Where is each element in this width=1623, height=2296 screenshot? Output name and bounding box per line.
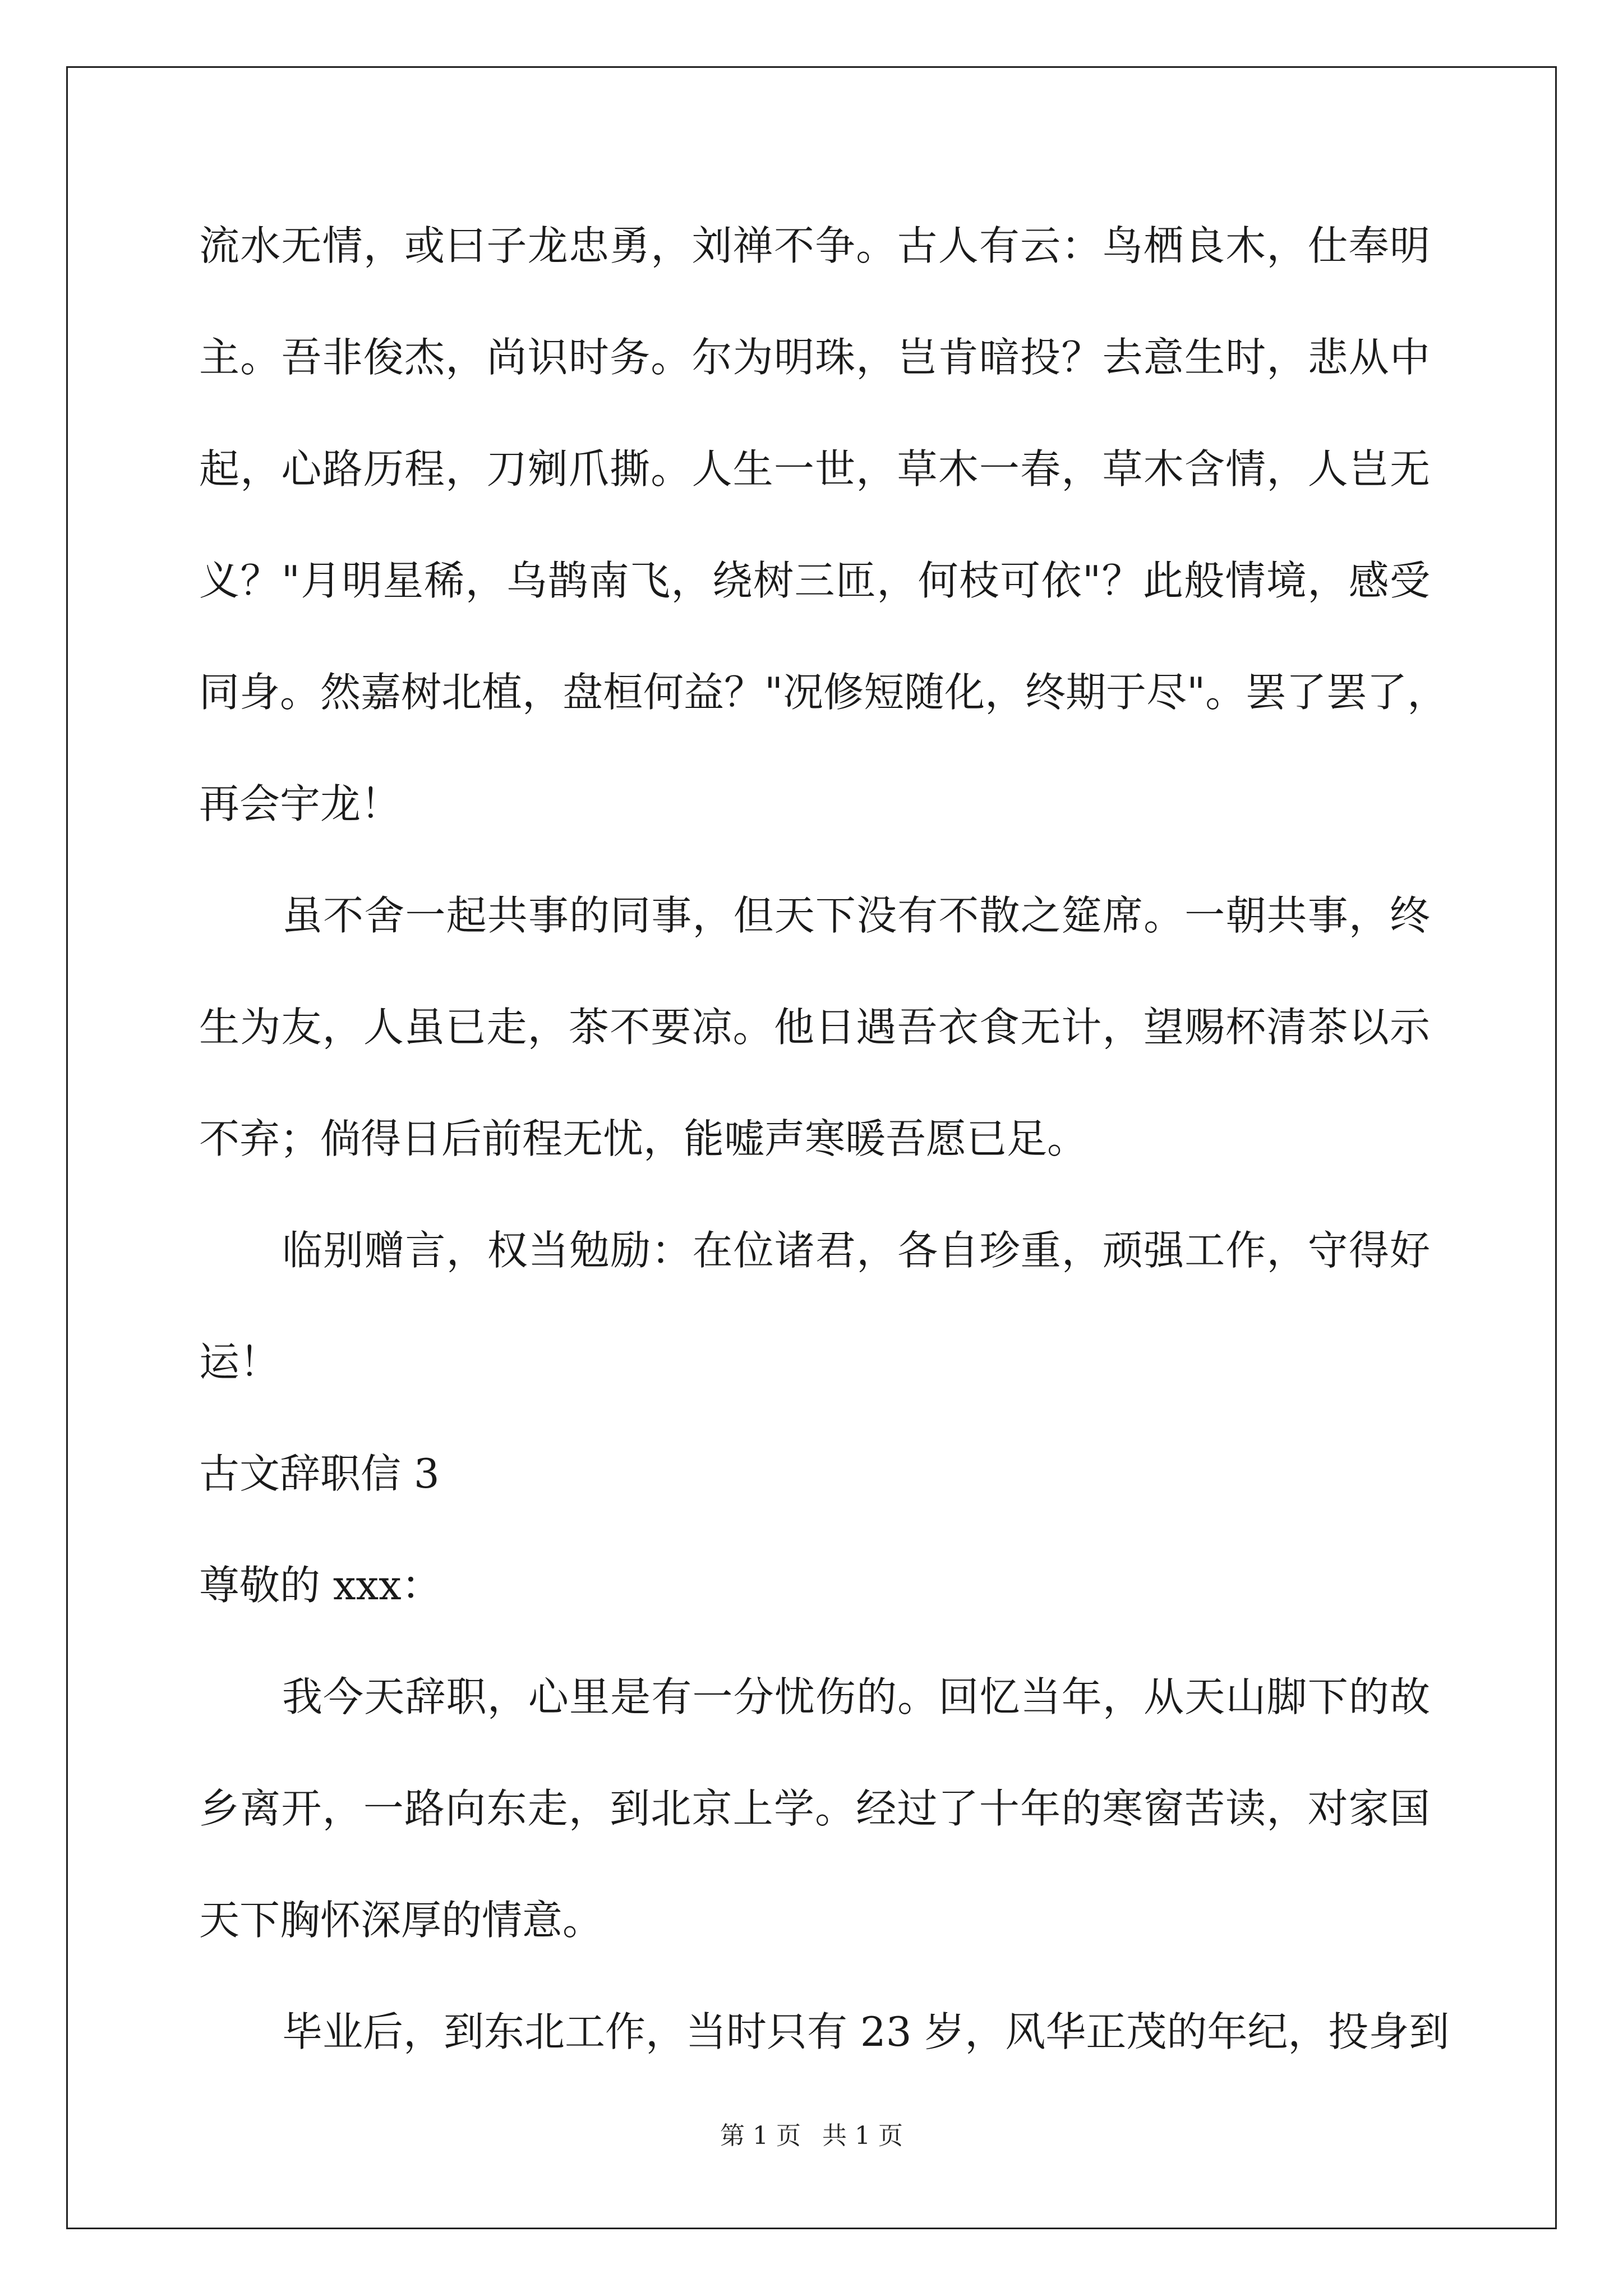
page-number: 第 1 页: [720, 2122, 801, 2150]
text-line: 运！: [199, 1338, 280, 1386]
page-footer: [0, 2119, 1623, 2153]
text-line: 不弃；倘得日后前程无忧，能嘘声寒暖吾愿已足。: [199, 1115, 1088, 1162]
text-line: 义？"月明星稀，乌鹊南飞，绕树三匝，何枝可依"？此般情境，感受: [199, 557, 1430, 604]
text-line: 流水无情，或曰子龙忠勇，刘禅不争。古人有云：鸟栖良木，仕奉明: [199, 222, 1430, 269]
paragraph-first-line: 虽不舍一起共事的同事，但天下没有不散之筵席。一朝共事，终: [282, 892, 1430, 939]
text-line: 乡离开，一路向东走，到北京上学。经过了十年的寒窗苦读，对家国: [199, 1785, 1430, 1832]
paragraph-first-line: 临别赠言，权当勉励：在位诸君，各自珍重，顽强工作，守得好: [282, 1227, 1430, 1274]
salutation: 尊敬的 xxx：: [199, 1562, 442, 1609]
text-line: 再会宇龙！: [199, 780, 402, 827]
text-line: 生为友，人虽已走，茶不要凉。他日遇吾衣食无计，望赐杯清茶以示: [199, 1004, 1430, 1051]
text-line: 同身。然嘉树北植，盘桓何益？"况修短随化，终期于尽"。罢了罢了，: [199, 669, 1448, 716]
text-line: 天下胸怀深厚的情意。: [199, 1897, 603, 1944]
page-total: 共 1 页: [822, 2122, 903, 2150]
section-heading: 古文辞职信 3: [199, 1450, 440, 1497]
paragraph-first-line: 毕业后，到东北工作，当时只有 23 岁，风华正茂的年纪，投身到: [282, 2008, 1450, 2055]
paragraph-first-line: 我今天辞职，心里是有一分忧伤的。回忆当年，从天山脚下的故: [282, 1673, 1430, 1720]
text-line: 起，心路历程，刀剜爪撕。人生一世，草木一春，草木含情，人岂无: [199, 445, 1430, 493]
text-line: 主。吾非俊杰，尚识时务。尔为明珠，岂肯暗投？去意生时，悲从中: [199, 334, 1430, 381]
